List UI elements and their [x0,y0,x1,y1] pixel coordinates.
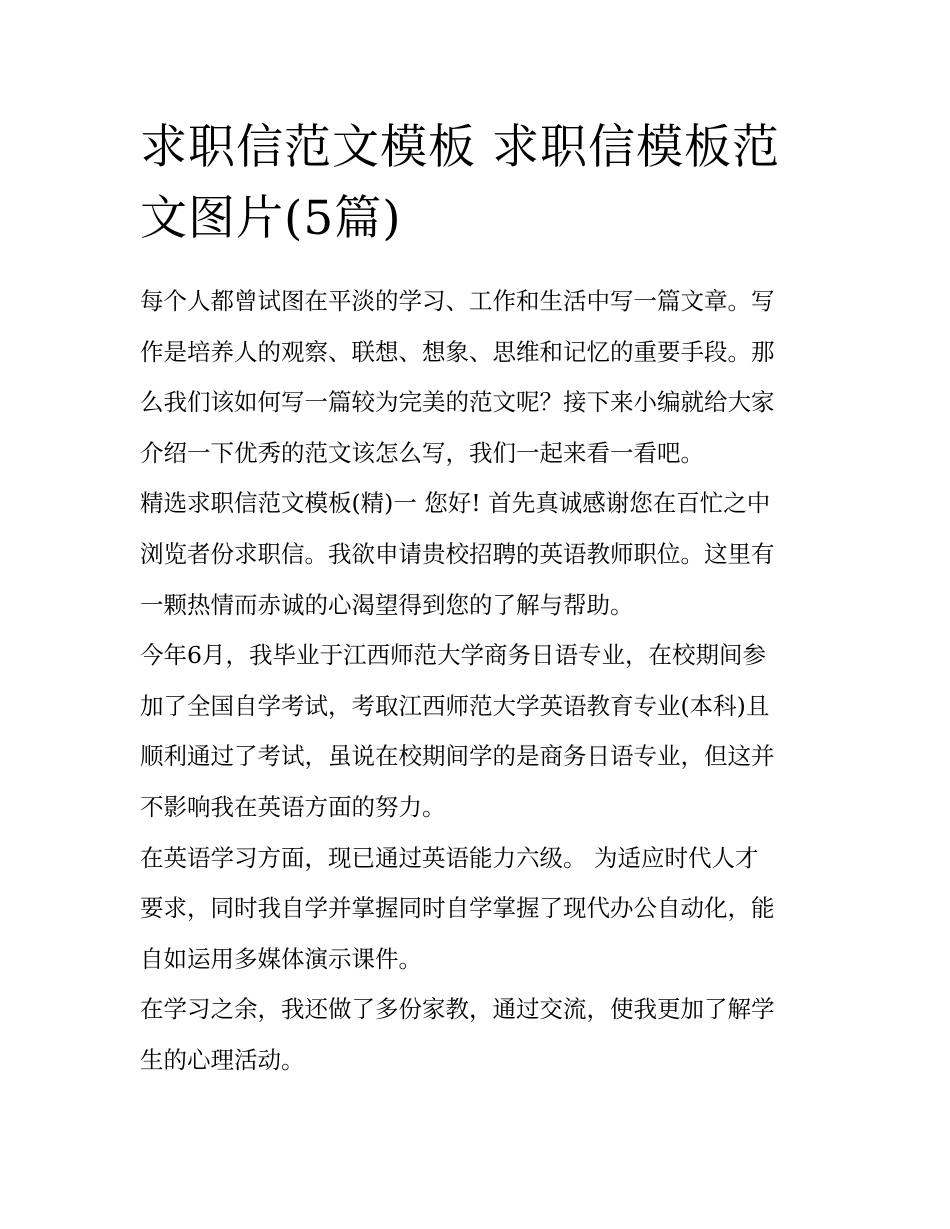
body-text-line: 作是培养人的观察、联想、想象、思维和记忆的重要手段。那 [140,337,775,366]
body-text-line: 不影响我在英语方面的努力。 [140,792,446,821]
title-line-1: 求职信范文模板 求职信模板范 [140,120,780,175]
body-text-line: 要求，同时我自学并掌握同时自学掌握了现代办公自动化，能 [140,894,775,923]
title-line-2: 文图片(5篇) [140,191,402,246]
body-text-line: 每个人都曾试图在平淡的学习、工作和生活中写一篇文章。写 [140,287,775,315]
body-text-line: 在学习之余，我还做了多份家教，通过交流，使我更加了解学 [140,995,775,1024]
body-text-line: 自如运用多媒体演示课件。 [140,944,422,973]
body-text-line: 么我们该如何写一篇较为完美的范文呢？接下来小编就给大家 [140,388,775,417]
document-body [140,276,820,1086]
body-text-line: 今年6月，我毕业于江西师范大学商务日语专业，在校期间参 [140,641,766,670]
document-title [140,112,820,254]
body-text-line: 精选求职信范文模板(精)一 您好! 首先真诚感谢您在百忙之中 [140,489,771,518]
body-text-line: 浏览者份求职信。我欲申请贵校招聘的英语教师职位。这里有 [140,539,775,568]
body-text-line: 生的心理活动。 [140,1045,305,1074]
body-text-line: 一颗热情而赤诚的心渴望得到您的了解与帮助。 [140,590,634,619]
body-text-line: 加了全国自学考试，考取江西师范大学英语教育专业(本科)且 [140,691,770,720]
body-text-line: 在英语学习方面，现已通过英语能力六级。 为适应时代人才 [140,843,759,872]
body-text-line: 顺利通过了考试，虽说在校期间学的是商务日语专业，但这并 [140,742,775,771]
body-text-line: 介绍一下优秀的范文该怎么写，我们一起来看一看吧。 [140,438,704,467]
